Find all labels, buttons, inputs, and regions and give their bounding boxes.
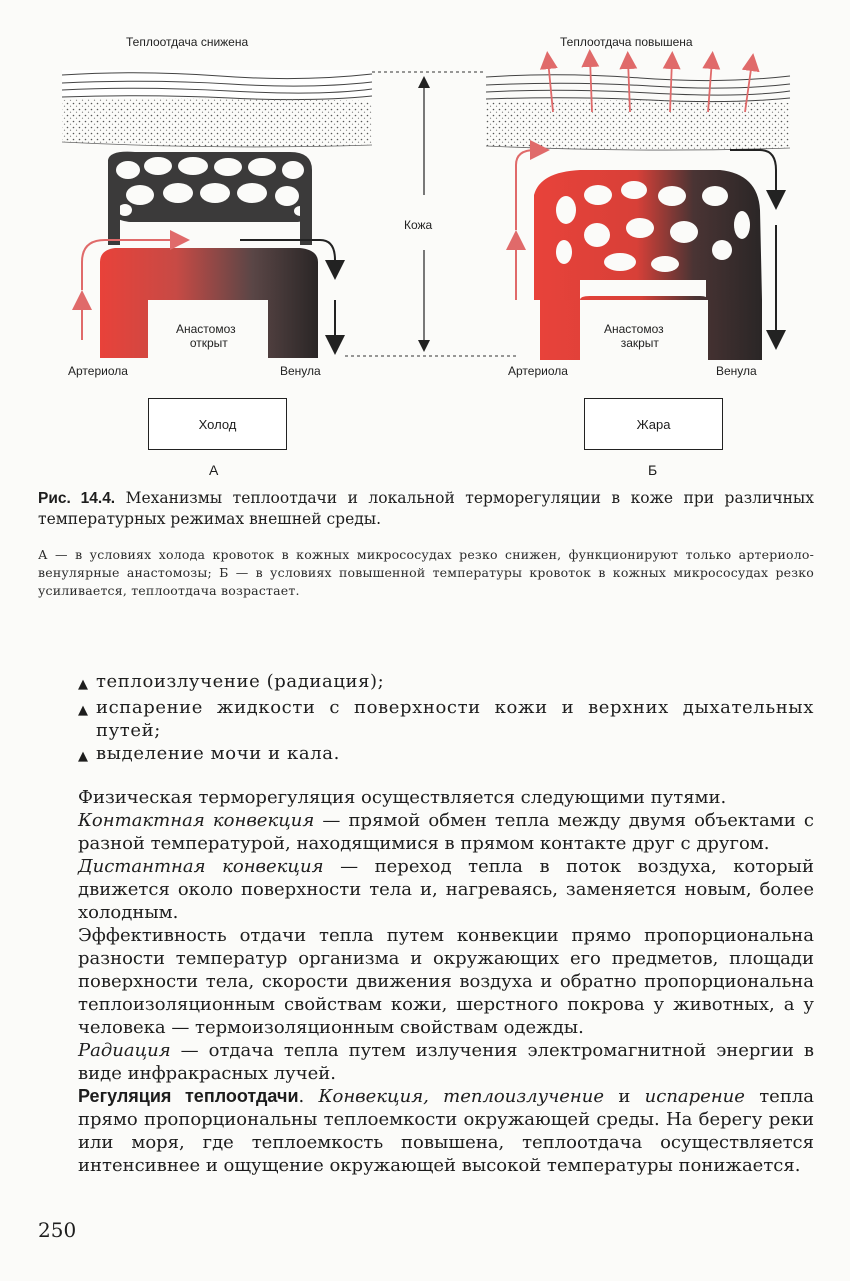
panel-b-skin-layers [486,75,790,150]
figure-caption [38,488,814,530]
panel-b-condition-box: Жара [584,398,723,450]
paragraph-1: Физическая терморегуляция осуществляется следующими путями. [78,787,727,808]
panel-a-anastomosis-line1: Анастомоз [176,322,236,336]
panel-a-condition-box: Холод [148,398,287,450]
panel-a-anastomosis-line2: открыт [189,336,228,350]
panel-b-top-label: Теплоотдача повышена [560,35,693,49]
triangle-bullet-icon: ▲ [78,677,88,692]
paragraph-5: Радиация — отдача тепла путем излучения электромагнитной энергии в виде инфракрасных лучей. [78,1040,814,1084]
triangle-bullet-icon: ▲ [78,703,88,718]
figure-note: А — в условиях холода кровоток в кожных микрососудах резко снижен, функционируют только артериоло-венулярные анастомозы; Б — в условиях повышенной температуры кровоток в кожных микрососудах резко усиливается, теплоотдача возрастает. [38,547,814,598]
term-contact-convection: Контактная конвекция [78,810,315,831]
term-radiation: Радиация [78,1040,171,1061]
body-text [78,786,814,1177]
paragraph-4: Эффективность отдачи тепла путем конвекции прямо пропорциональна разности температур организма и окружающих его предметов, площади поверхности тела, скорости движения воздуха и обратно пропорциональна теплоизоляционным свойствам кожи, шерстного покрова у животных, а у человека — термоизоляционным свойствам одежды. [78,925,814,1038]
panel-b-letter: Б [648,462,658,478]
paragraph-6: Регуляция теплоотдачи. Конвекция, теплоизлучение и испарение тепла прямо пропорциональны теплоемкости окружающей среды. На берегу реки или моря, где теплоемкость повышена, теплоотдача осуществляется интенсивнее и ощущение окружающей высокой температуры понижается. [78,1086,814,1176]
panel-b-venule-label: Венула [716,364,757,378]
panel-b-arteriole-label: Артериола [508,364,568,378]
triangle-bullet-icon: ▲ [78,749,88,764]
panel-a-top-label: Теплоотдача снижена [126,35,249,49]
list-item: ▲ выделение мочи и кала. [78,742,814,768]
list-item: ▲ теплоизлучение (радиация); [78,670,814,696]
panel-b-anastomosis-line2: закрыт [620,336,659,350]
panel-b-anastomosis-label [604,322,664,350]
panel-a-skin-layers [62,70,372,147]
figure-number: Рис. 14.4. [38,490,116,507]
paragraph-2: Контактная конвекция — прямой обмен тепла между двумя объектами с разной температурой, находящимися в прямом контакте друг с другом. [78,810,815,854]
list-item: ▲ испарение жидкости с поверхности кожи и верхних дыхательных путей; [78,697,814,741]
page-number: 250 [38,1218,77,1242]
skin-label: Кожа [404,218,433,232]
panel-a-arteriole-label: Артериола [68,364,128,378]
panel-a-venule-label: Венула [280,364,321,378]
paragraph-3: Дистантная конвекция — переход тепла в поток воздуха, который движется около поверхности тела и, нагреваясь, заменяется новым, более холодным. [78,856,815,923]
figure-title: Механизмы теплоотдачи и локальной терморегуляции в коже при различных температурных режимах внешней среды. [38,489,814,528]
panel-b-anastomosis-line1: Анастомоз [604,322,664,336]
heading-heat-regulation: Регуляция теплоотдачи [78,1086,299,1106]
panel-a-letter: А [209,462,219,478]
panel-a-anastomosis-label [176,322,236,350]
bullet-list [78,670,814,768]
term-distant-convection: Дистантная конвекция [78,856,324,877]
